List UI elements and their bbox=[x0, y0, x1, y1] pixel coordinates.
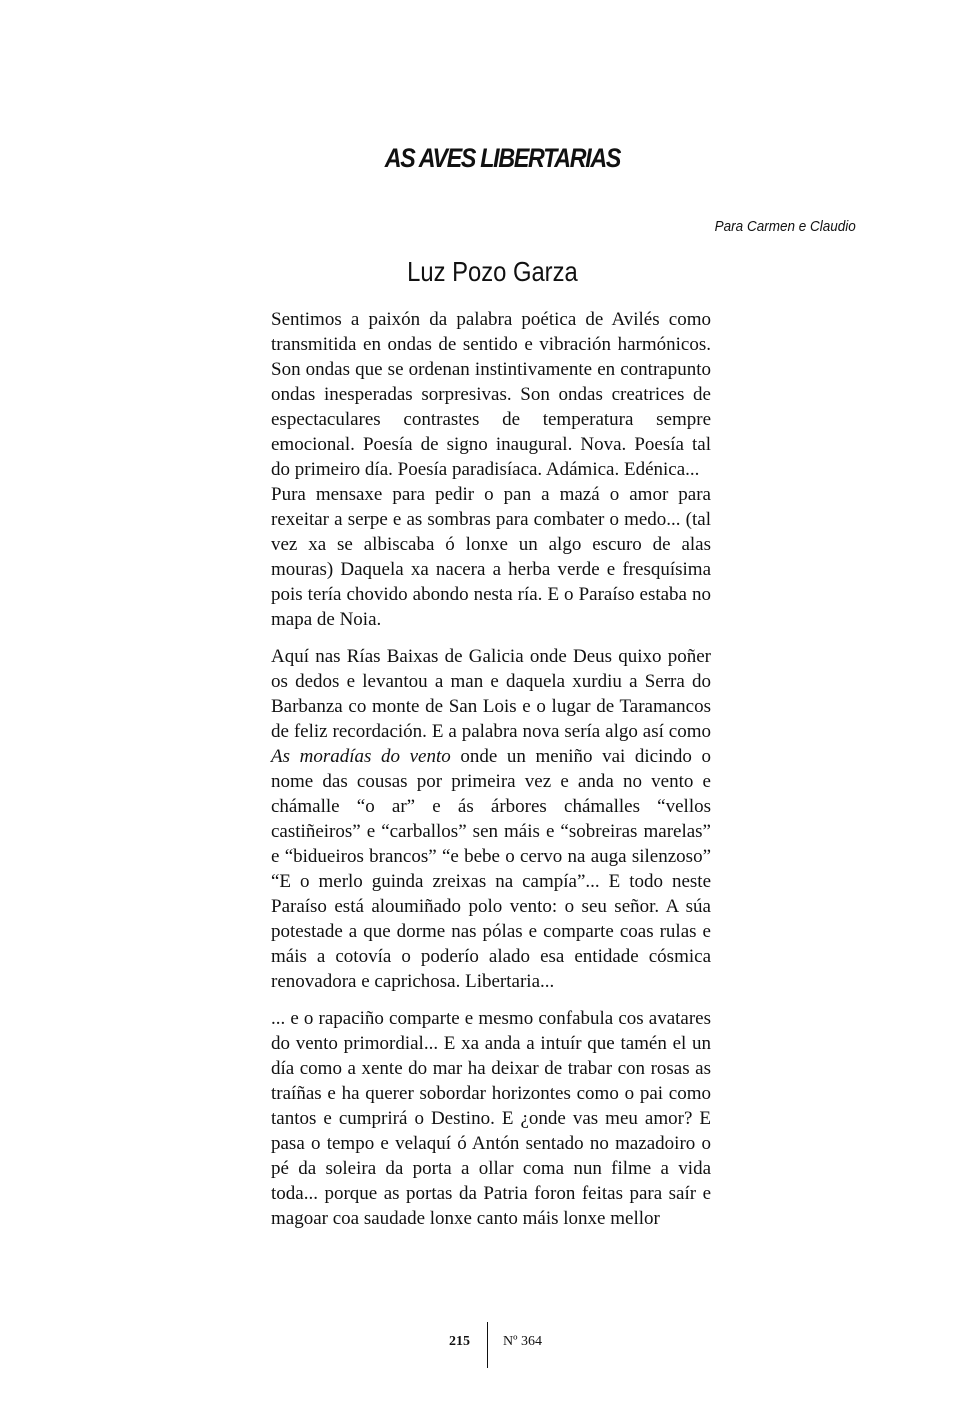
paragraph-3 bbox=[271, 644, 711, 994]
paragraph-2: Pura mensaxe para pedir o pan a mazá o amor para rexeitar a serpe e as sombras para combater o medo... (tal vez xa se albiscaba ó lonxe un algo escuro de alas mouras) Daquela xa nacera a herba verde e fresquísima pois tería chovido abondo nesta ría. E o Paraíso estaba no mapa de Noia. bbox=[271, 484, 711, 630]
page-number: 215 bbox=[449, 1334, 470, 1349]
article-title: AS AVES LIBERTARIAS bbox=[384, 143, 621, 173]
footer-divider bbox=[487, 1322, 488, 1368]
page-footer bbox=[0, 1322, 975, 1370]
paragraph-3-text-b: onde un meniño vai dicindo o nome das cousas por primeira vez e anda no vento e chámalle “o ar” e ás árbores chámalles “vellos castiñeiros” e “carballos” sen máis e “sobreiras marelas” e “bidueiros brancos” “e bebe o cervo na auga silenzoso” “E o merlo guinda zreixas na campía”... E todo neste Paraíso está aloumiñado polo vento: o seu señor. A súa potestade a que dorme nas pólas e comparte coas rulas e máis a cotovía o poderío alado esa entidade cósmica renovadora e caprichosa. Libertaria... bbox=[271, 746, 711, 992]
author-name: Luz Pozo Garza bbox=[407, 256, 578, 287]
article-body bbox=[271, 307, 711, 1243]
paragraph-4: ... e o rapaciño comparte e mesmo confabula cos avatares do vento primordial... E xa anda a intuír que tamén el un día como a xente do mar ha deixar de trabar con rosas as traíñas e ha querer sobordar horizontes como o pai como tantos e cumprirá o Destino. E ¿onde vas meu amor? E pasa o tempo e velaquí ó Antón sentado no mazadoiro o pé da soleira da porta a ollar coma nun filme a vida toda... porque as portas da Patria foron feitas para saír e magoar coa saudade lonxe canto máis lonxe mellor bbox=[271, 1008, 711, 1229]
book-title-italic: As moradías do vento bbox=[271, 746, 451, 767]
paragraph-1: Sentimos a paixón da palabra poética de Avilés como transmitida en ondas de sentido e vibración harmónicos. Son ondas que se ordenan instintivamente en contrapunto ondas inesperadas sorpresivas. Son ondas creatrices de espectaculares contrastes de temperatura sempre emocional. Poesía de signo inaugural. Nova. Poesía tal do primeiro día. Poesía paradisíaca. Adámica. Edénica... bbox=[271, 309, 711, 480]
paragraph-3-text-a: Aquí nas Rías Baixas de Galicia onde Deus quixo poñer os dedos e levantou a man e daquela xurdiu a Serra do Barbanza co monte de San Lois e o lugar de Taramancos de feliz recordación. E a palabra nova sería algo así como bbox=[271, 646, 711, 742]
dedication: Para Carmen e Claudio bbox=[714, 218, 856, 235]
issue-number: Nº 364 bbox=[503, 1334, 542, 1349]
